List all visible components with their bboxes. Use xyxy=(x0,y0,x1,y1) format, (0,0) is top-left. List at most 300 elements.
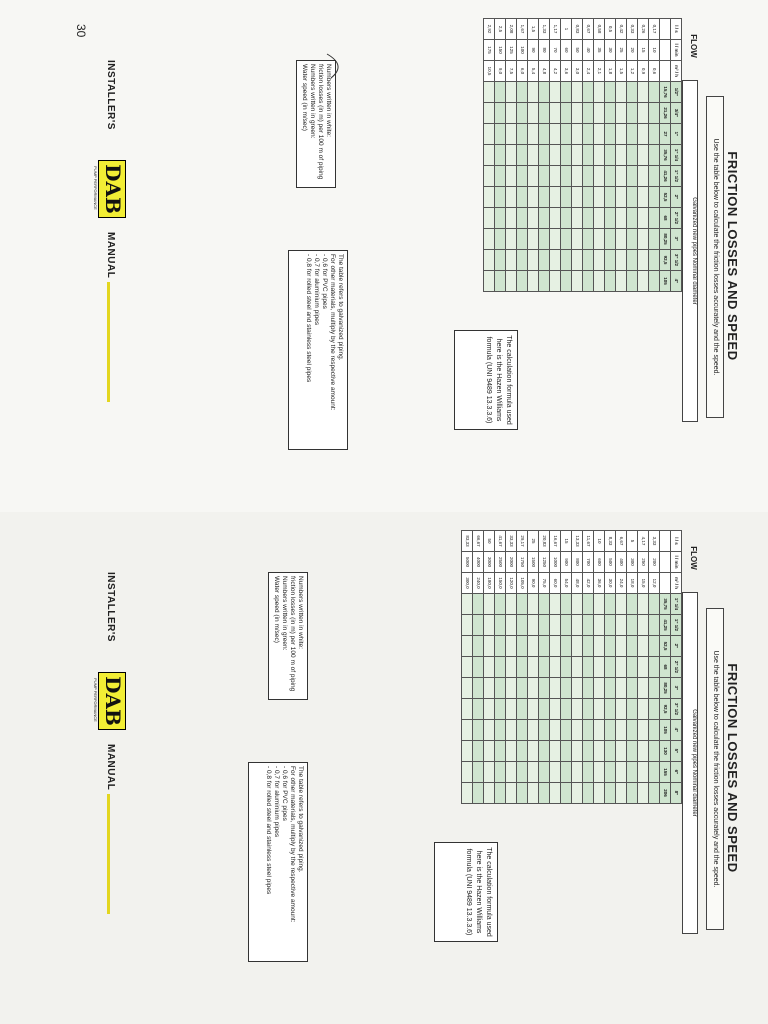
footer-manual: MANUAL xyxy=(105,744,116,791)
loss-cell xyxy=(594,720,605,741)
loss-cell xyxy=(594,699,605,720)
loss-cell xyxy=(473,762,484,783)
loss-cell xyxy=(539,208,550,229)
loss-cell xyxy=(561,103,572,124)
loss-cell xyxy=(561,741,572,762)
loss-cell xyxy=(649,82,660,103)
loss-cell xyxy=(638,720,649,741)
loss-cell xyxy=(528,783,539,804)
loss-cell xyxy=(517,762,528,783)
flow-cell: 83,33 xyxy=(462,531,473,552)
table-row xyxy=(572,531,583,804)
loss-cell xyxy=(616,741,627,762)
loss-cell xyxy=(616,783,627,804)
table-row xyxy=(616,531,627,804)
loss-cell xyxy=(638,678,649,699)
table-row xyxy=(638,19,649,292)
loss-cell xyxy=(605,762,616,783)
note-line: Numbers written in green: xyxy=(281,576,288,651)
flow-cell: 66,67 xyxy=(473,531,484,552)
loss-cell xyxy=(605,208,616,229)
table-row xyxy=(649,531,660,804)
flow-cell: 2,5 xyxy=(495,19,506,40)
flow-cell: 0,17 xyxy=(649,19,660,40)
loss-cell xyxy=(517,615,528,636)
flow-cell: 0,26 xyxy=(638,19,649,40)
loss-cell xyxy=(539,636,550,657)
materials-note xyxy=(248,762,308,962)
yellow-rule xyxy=(107,282,110,402)
diameter-header: 1" 1/2 xyxy=(671,615,682,636)
loss-cell xyxy=(506,720,517,741)
loss-cell xyxy=(550,103,561,124)
flow-cell: 1750 xyxy=(517,552,528,573)
loss-cell xyxy=(627,636,638,657)
loss-cell xyxy=(572,741,583,762)
flow-cell: 10,5 xyxy=(484,61,495,82)
logo-tagline: PUMP PERFORMANCE xyxy=(93,166,98,210)
loss-cell xyxy=(627,166,638,187)
loss-cell xyxy=(561,82,572,103)
diameter-mm: 80,25 xyxy=(660,678,671,699)
loss-cell xyxy=(616,166,627,187)
loss-cell xyxy=(616,271,627,292)
loss-cell xyxy=(572,657,583,678)
page-number: 30 xyxy=(74,24,88,38)
note-line: - 0,8 for rolled steel and stainless steel pipes xyxy=(265,766,272,895)
flow-cell: 90,0 xyxy=(528,573,539,594)
intro-box: Use the table below to calculate the friction losses accurately and the speed. xyxy=(706,96,724,418)
loss-cell xyxy=(561,166,572,187)
loss-cell xyxy=(550,187,561,208)
unit-header: l / min xyxy=(671,40,682,61)
flow-cell: 175 xyxy=(484,40,495,61)
flow-cell: 1,5 xyxy=(616,61,627,82)
loss-cell xyxy=(484,720,495,741)
loss-cell xyxy=(605,657,616,678)
loss-cell xyxy=(594,229,605,250)
loss-cell xyxy=(583,720,594,741)
loss-cell xyxy=(462,720,473,741)
table-row xyxy=(528,19,539,292)
flow-cell: 15 xyxy=(561,531,572,552)
flow-cell: 1500 xyxy=(528,552,539,573)
flow-cell: 2500 xyxy=(495,552,506,573)
loss-cell xyxy=(495,124,506,145)
diameter-mm: 68 xyxy=(660,208,671,229)
table-row xyxy=(627,19,638,292)
pen-mark-icon xyxy=(323,52,343,82)
loss-cell xyxy=(517,208,528,229)
loss-cell xyxy=(484,229,495,250)
loss-cell xyxy=(638,615,649,636)
loss-cell xyxy=(528,229,539,250)
flow-cell: 300 xyxy=(627,552,638,573)
flow-cell: 2,4 xyxy=(583,61,594,82)
loss-cell xyxy=(572,636,583,657)
flow-cell: 16,67 xyxy=(550,531,561,552)
loss-cell xyxy=(627,657,638,678)
loss-cell xyxy=(484,124,495,145)
loss-cell xyxy=(572,594,583,615)
loss-cell xyxy=(649,271,660,292)
diameter-mm: 21,26 xyxy=(660,103,671,124)
loss-cell xyxy=(627,594,638,615)
loss-cell xyxy=(649,720,660,741)
loss-cell xyxy=(638,166,649,187)
note-line: The table refers to galvanized piping. xyxy=(297,766,304,873)
table-row xyxy=(506,19,517,292)
table-row xyxy=(572,19,583,292)
diameter-header: 2" 1/2 xyxy=(671,208,682,229)
flow-cell: 29,17 xyxy=(517,531,528,552)
table-header-row xyxy=(671,19,682,292)
loss-cell xyxy=(528,594,539,615)
loss-cell xyxy=(506,82,517,103)
table-header-row xyxy=(660,531,671,804)
loss-cell xyxy=(539,271,550,292)
loss-cell xyxy=(605,636,616,657)
loss-cell xyxy=(539,145,550,166)
table-row xyxy=(561,19,572,292)
loss-cell xyxy=(550,229,561,250)
table-row xyxy=(528,531,539,804)
page-title: FRICTION LOSSES AND SPEED xyxy=(725,151,740,361)
flow-cell: 180,0 xyxy=(484,573,495,594)
loss-cell xyxy=(484,741,495,762)
loss-cell xyxy=(517,145,528,166)
loss-cell xyxy=(550,208,561,229)
loss-cell xyxy=(561,594,572,615)
flow-cell: 12,0 xyxy=(649,573,660,594)
diameter-header: 5" xyxy=(671,741,682,762)
loss-cell xyxy=(506,145,517,166)
loss-cell xyxy=(506,187,517,208)
loss-cell xyxy=(605,103,616,124)
loss-cell xyxy=(594,678,605,699)
loss-cell xyxy=(616,82,627,103)
loss-cell xyxy=(473,699,484,720)
flow-label: FLOW xyxy=(689,546,698,570)
table-row xyxy=(473,531,484,804)
loss-cell xyxy=(506,657,517,678)
loss-cell xyxy=(649,166,660,187)
loss-cell xyxy=(594,657,605,678)
loss-cell xyxy=(517,783,528,804)
loss-cell xyxy=(539,720,550,741)
loss-cell xyxy=(462,699,473,720)
loss-cell xyxy=(638,250,649,271)
footer-installers: INSTALLER'S xyxy=(105,572,116,642)
flow-cell: 35 xyxy=(594,40,605,61)
loss-cell xyxy=(539,166,550,187)
loss-cell xyxy=(638,208,649,229)
loss-cell xyxy=(616,615,627,636)
loss-cell xyxy=(638,636,649,657)
diameter-mm: 35,76 xyxy=(660,145,671,166)
loss-cell xyxy=(539,762,550,783)
flow-cell: 1,8 xyxy=(605,61,616,82)
table-row xyxy=(594,19,605,292)
loss-cell xyxy=(528,208,539,229)
calc-formula-box: The calculation formula used here is the Hazen Williams formula (UNI 9489 13.3.3.6) xyxy=(434,842,498,942)
loss-cell xyxy=(517,103,528,124)
flow-cell: 1250 xyxy=(539,552,550,573)
note-line: - 0,7 for aluminium pipes xyxy=(313,254,320,326)
loss-cell xyxy=(605,615,616,636)
loss-cell xyxy=(638,229,649,250)
loss-cell xyxy=(506,594,517,615)
diameter-mm: 68 xyxy=(660,657,671,678)
loss-cell xyxy=(649,741,660,762)
table-row xyxy=(550,19,561,292)
page-title: FRICTION LOSSES AND SPEED xyxy=(725,663,740,873)
loss-cell xyxy=(594,741,605,762)
loss-cell xyxy=(517,250,528,271)
loss-cell xyxy=(649,678,660,699)
loss-cell xyxy=(638,594,649,615)
loss-cell xyxy=(594,615,605,636)
diameter-mm: 27 xyxy=(660,124,671,145)
loss-cell xyxy=(638,741,649,762)
loss-cell xyxy=(649,594,660,615)
loss-cell xyxy=(638,783,649,804)
flow-cell: 100 xyxy=(517,40,528,61)
intro-box: Use the table below to calculate the friction losses accurately and the speed. xyxy=(706,608,724,930)
loss-cell xyxy=(627,762,638,783)
loss-cell xyxy=(506,615,517,636)
loss-cell xyxy=(583,145,594,166)
flow-cell: 60 xyxy=(561,40,572,61)
loss-cell xyxy=(572,762,583,783)
loss-cell xyxy=(539,615,550,636)
loss-cell xyxy=(572,124,583,145)
note-line: For other materials, multiply by the respective amount: xyxy=(329,254,336,411)
loss-cell xyxy=(517,271,528,292)
loss-cell xyxy=(594,636,605,657)
flow-cell: 11,67 xyxy=(583,531,594,552)
loss-cell xyxy=(517,720,528,741)
loss-cell xyxy=(616,187,627,208)
loss-cell xyxy=(605,166,616,187)
loss-cell xyxy=(649,208,660,229)
loss-cell xyxy=(583,741,594,762)
unit-header: l / s xyxy=(671,19,682,40)
loss-cell xyxy=(462,657,473,678)
loss-cell xyxy=(627,699,638,720)
loss-cell xyxy=(572,103,583,124)
flow-cell: 50 xyxy=(572,40,583,61)
note-line: friction losses (in m) per 100 m of piping xyxy=(317,64,324,180)
loss-cell xyxy=(561,187,572,208)
loss-cell xyxy=(616,678,627,699)
flow-cell: 900 xyxy=(561,552,572,573)
loss-cell xyxy=(495,615,506,636)
loss-cell xyxy=(627,250,638,271)
flow-cell: 25 xyxy=(528,531,539,552)
loss-cell xyxy=(616,699,627,720)
loss-cell xyxy=(495,166,506,187)
flow-cell: 600 xyxy=(594,552,605,573)
flow-cell: 4,17 xyxy=(638,531,649,552)
loss-cell xyxy=(484,699,495,720)
loss-cell xyxy=(484,636,495,657)
loss-cell xyxy=(616,762,627,783)
loss-cell xyxy=(495,636,506,657)
loss-cell xyxy=(627,741,638,762)
loss-cell xyxy=(473,741,484,762)
flow-cell: 5,4 xyxy=(528,61,539,82)
loss-cell xyxy=(473,678,484,699)
flow-cell: 1,33 xyxy=(539,19,550,40)
loss-cell xyxy=(506,762,517,783)
flow-cell: 0,58 xyxy=(594,19,605,40)
loss-cell xyxy=(484,208,495,229)
flow-label: FLOW xyxy=(689,34,698,58)
loss-cell xyxy=(583,103,594,124)
table-row xyxy=(594,531,605,804)
loss-cell xyxy=(539,783,550,804)
loss-cell xyxy=(528,636,539,657)
loss-cell xyxy=(594,208,605,229)
loss-cell xyxy=(484,615,495,636)
loss-cell xyxy=(572,145,583,166)
loss-cell xyxy=(649,229,660,250)
flow-cell: 2000 xyxy=(506,552,517,573)
loss-cell xyxy=(484,271,495,292)
loss-cell xyxy=(605,678,616,699)
loss-cell xyxy=(583,166,594,187)
loss-cell xyxy=(517,678,528,699)
loss-cell xyxy=(506,208,517,229)
flow-cell: 150 xyxy=(495,40,506,61)
flow-cell: 54,0 xyxy=(561,573,572,594)
loss-cell xyxy=(550,699,561,720)
logo-tagline: PUMP PERFORMANCE xyxy=(93,678,98,722)
diameter-mm: 52,5 xyxy=(660,636,671,657)
loss-cell xyxy=(550,657,561,678)
flow-cell: 6,0 xyxy=(517,61,528,82)
flow-cell: 1,67 xyxy=(517,19,528,40)
loss-cell xyxy=(539,741,550,762)
nominal-header: Galvanized new pipes Nominal diameter xyxy=(682,592,698,934)
note-line: The table refers to galvanized piping. xyxy=(337,254,344,361)
loss-cell xyxy=(572,783,583,804)
loss-cell xyxy=(550,636,561,657)
loss-cell xyxy=(550,720,561,741)
blank-cell xyxy=(660,19,671,40)
note-line: Water speed (in m/sec) xyxy=(273,576,280,643)
diameter-mm: 105 xyxy=(660,271,671,292)
loss-cell xyxy=(572,271,583,292)
loss-cell xyxy=(561,678,572,699)
flow-cell: 1,2 xyxy=(627,61,638,82)
loss-cell xyxy=(462,594,473,615)
loss-cell xyxy=(462,741,473,762)
loss-cell xyxy=(583,271,594,292)
loss-cell xyxy=(616,229,627,250)
loss-cell xyxy=(616,145,627,166)
note-line: Water speed (in m/sec) xyxy=(301,64,308,131)
loss-cell xyxy=(528,103,539,124)
loss-cell xyxy=(627,720,638,741)
loss-cell xyxy=(561,208,572,229)
footer-installers: INSTALLER'S xyxy=(105,60,116,130)
loss-cell xyxy=(506,678,517,699)
loss-cell xyxy=(484,678,495,699)
loss-cell xyxy=(561,250,572,271)
flow-cell: 0,42 xyxy=(616,19,627,40)
loss-cell xyxy=(594,271,605,292)
loss-cell xyxy=(495,82,506,103)
diameter-mm: 206 xyxy=(660,783,671,804)
flow-cell: 9,0 xyxy=(495,61,506,82)
diameter-header: 6" xyxy=(671,762,682,783)
flow-cell: 105,0 xyxy=(517,573,528,594)
table-row xyxy=(517,19,528,292)
loss-cell xyxy=(616,250,627,271)
loss-cell xyxy=(572,720,583,741)
loss-cell xyxy=(627,208,638,229)
flow-cell: 40 xyxy=(583,40,594,61)
loss-cell xyxy=(627,145,638,166)
loss-cell xyxy=(583,187,594,208)
flow-cell: 36,0 xyxy=(594,573,605,594)
loss-cell xyxy=(550,762,561,783)
loss-cell xyxy=(627,82,638,103)
loss-cell xyxy=(528,678,539,699)
loss-cell xyxy=(638,145,649,166)
loss-cell xyxy=(583,229,594,250)
note-line: friction losses (in m) per 100 m of piping xyxy=(289,576,296,692)
loss-cell xyxy=(583,124,594,145)
loss-cell xyxy=(517,657,528,678)
flow-cell: 0,67 xyxy=(583,19,594,40)
flow-cell: 3000 xyxy=(484,552,495,573)
loss-cell xyxy=(506,250,517,271)
unit-header: l / min xyxy=(671,552,682,573)
diameter-header: 1/2" xyxy=(671,82,682,103)
flow-cell: 125 xyxy=(506,40,517,61)
flow-cell: 48,0 xyxy=(572,573,583,594)
flow-cell: 3,6 xyxy=(561,61,572,82)
blank-cell xyxy=(660,531,671,552)
loss-cell xyxy=(594,82,605,103)
loss-cell xyxy=(528,187,539,208)
flow-cell: 6,67 xyxy=(616,531,627,552)
loss-cell xyxy=(528,762,539,783)
flow-cell: 400 xyxy=(616,552,627,573)
loss-cell xyxy=(572,229,583,250)
loss-cell xyxy=(583,82,594,103)
loss-cell xyxy=(638,271,649,292)
diameter-header: 2" 1/2 xyxy=(671,657,682,678)
note-line: - 0,6 for PVC pipes xyxy=(321,254,328,309)
table-row xyxy=(517,531,528,804)
loss-cell xyxy=(528,720,539,741)
loss-cell xyxy=(517,82,528,103)
note-line: - 0,8 for rolled steel and stainless steel pipes xyxy=(305,254,312,383)
flow-cell: 0,9 xyxy=(638,61,649,82)
loss-cell xyxy=(594,124,605,145)
table-row xyxy=(638,531,649,804)
loss-cell xyxy=(539,103,550,124)
loss-cell xyxy=(484,145,495,166)
loss-cell xyxy=(495,594,506,615)
loss-cell xyxy=(649,124,660,145)
diameter-header: 8" xyxy=(671,783,682,804)
loss-cell xyxy=(605,82,616,103)
